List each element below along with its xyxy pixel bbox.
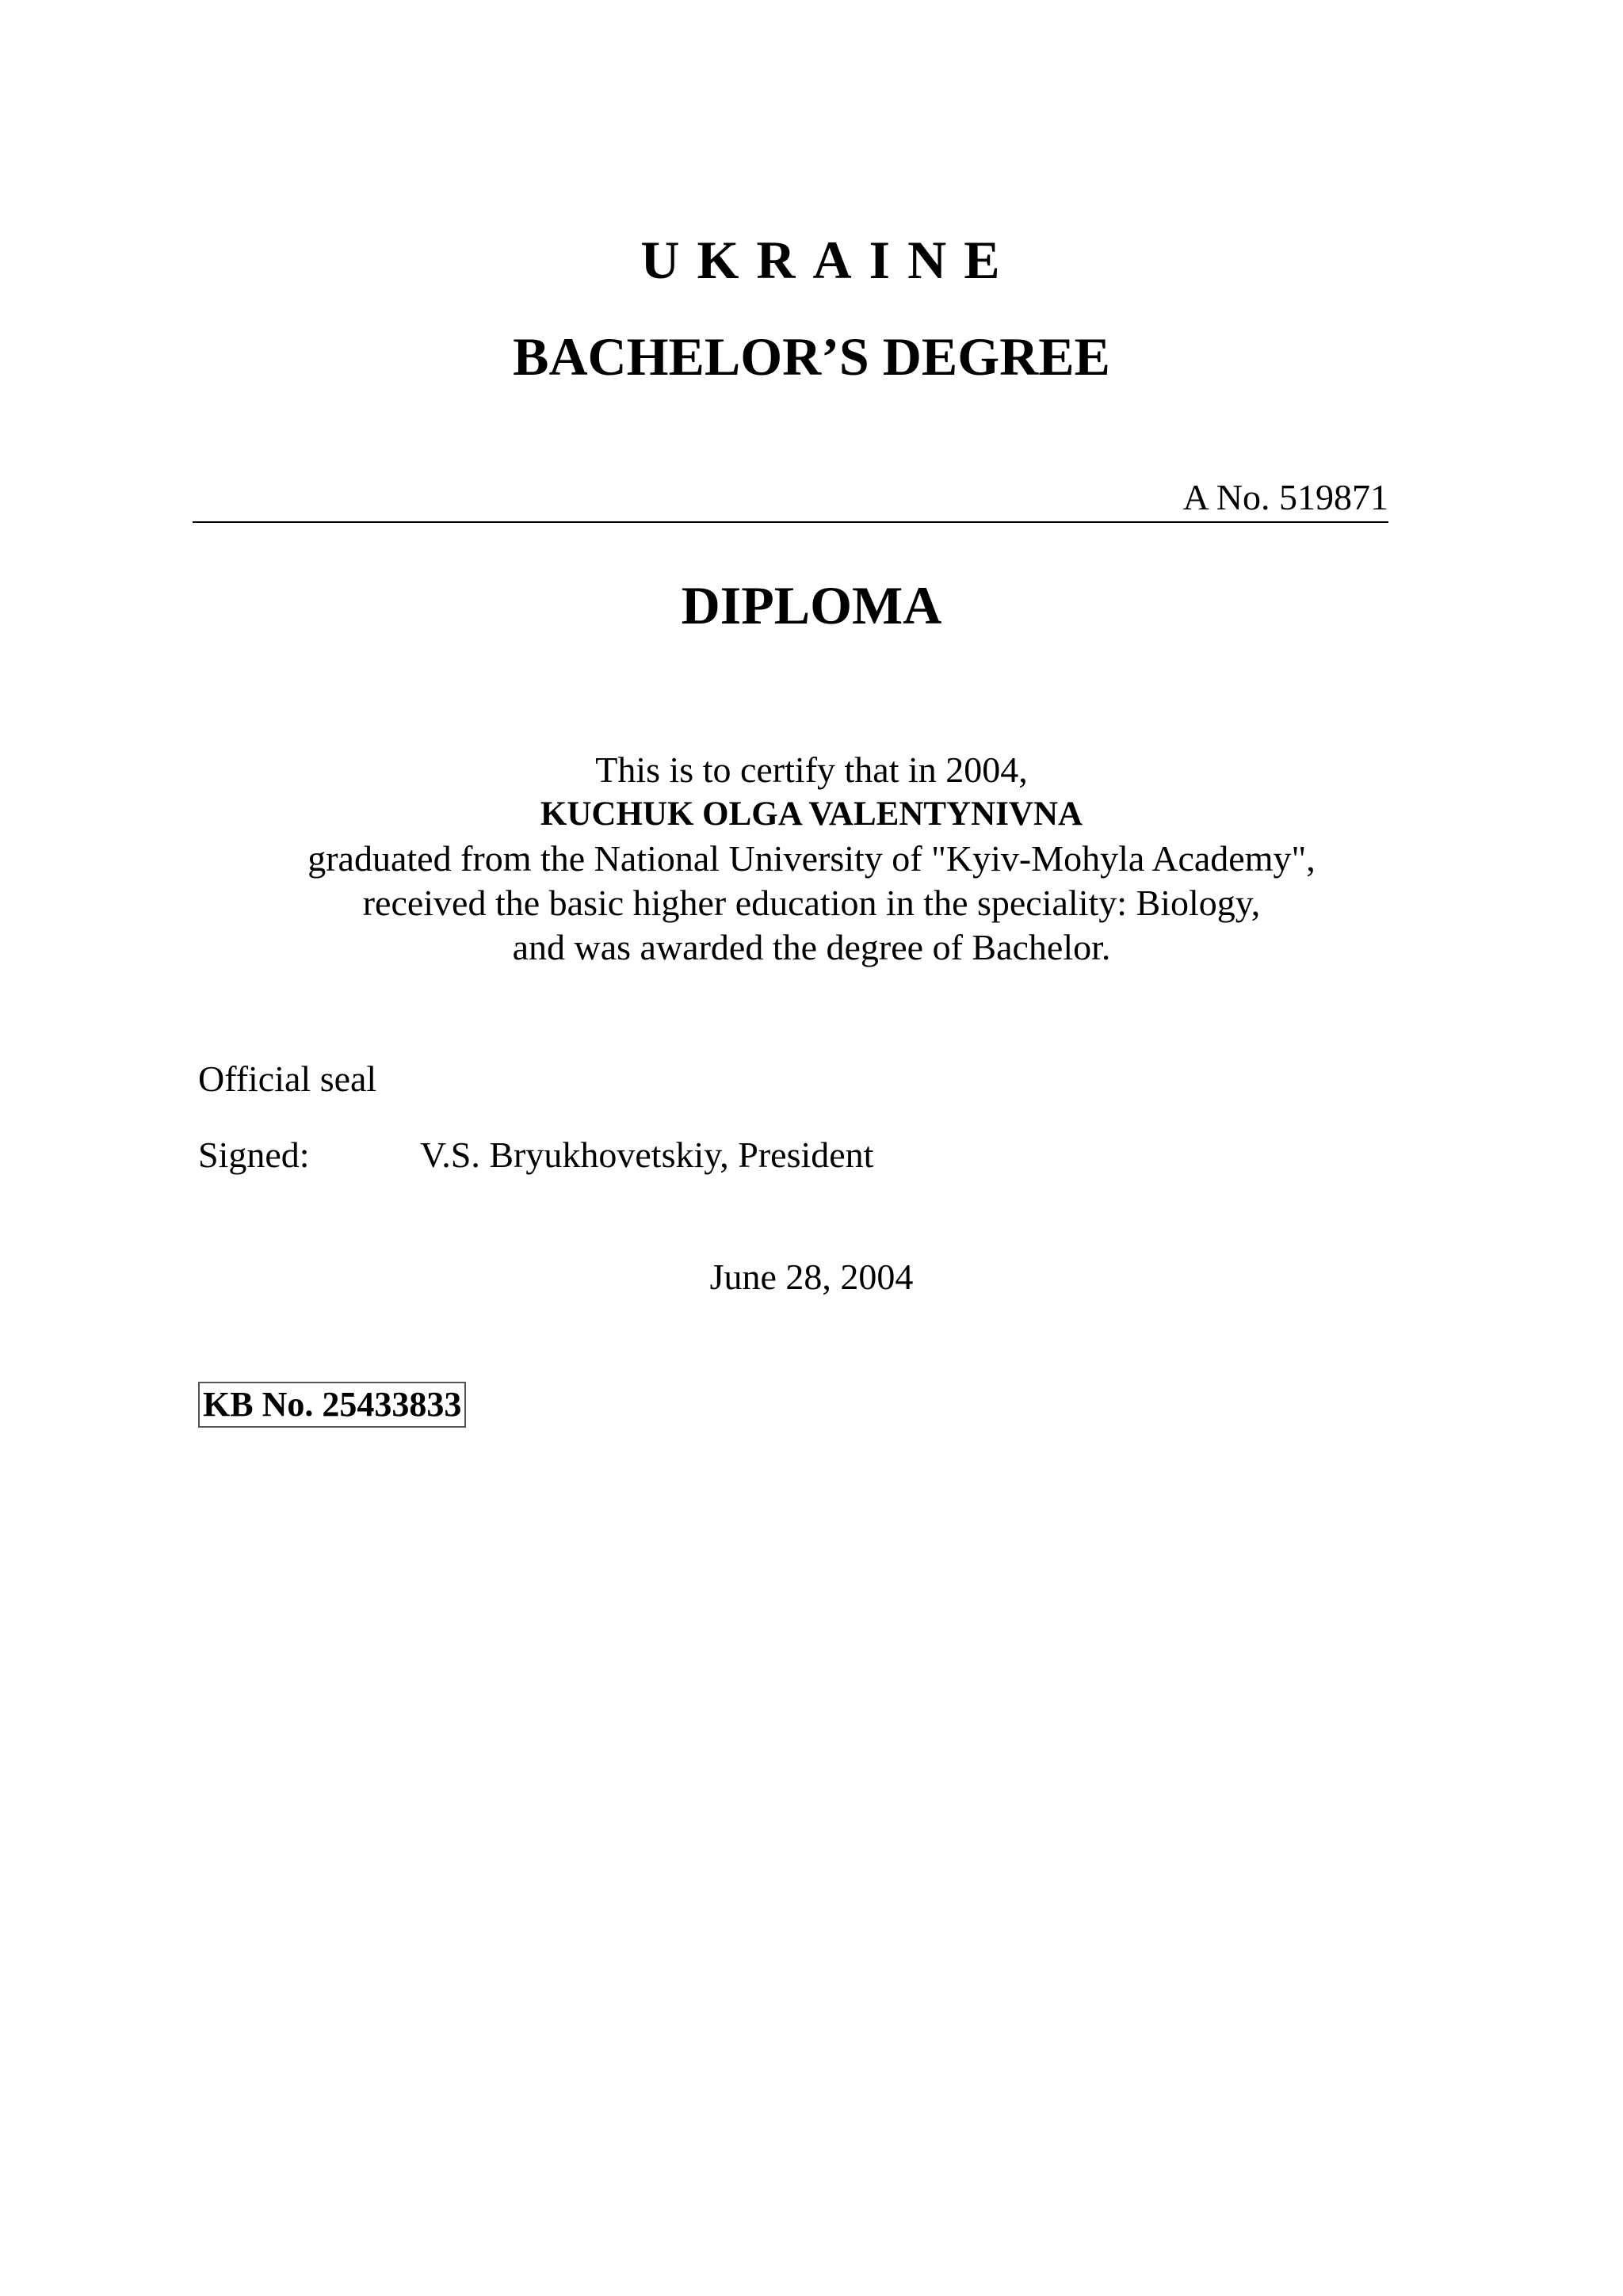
serial-number: A No. 519871: [1182, 477, 1388, 517]
signer-name: V.S. Bryukhovetskiy, President: [420, 1135, 874, 1175]
certify-line: This is to certify that in 2004,: [595, 749, 1028, 790]
document-title: DIPLOMA: [681, 575, 942, 635]
country-heading: UKRAINE: [640, 230, 1018, 290]
holder-name: KUCHUK OLGA VALENTYNIVNA: [540, 795, 1083, 833]
registration-number: KB No. 25433833: [203, 1385, 462, 1424]
official-seal-label: Official seal: [198, 1058, 377, 1099]
graduated-line: graduated from the National University of "Kyiv-Mohyla Academy",: [307, 838, 1316, 879]
degree-heading: BACHELOR’S DEGREE: [513, 326, 1110, 387]
issue-date: June 28, 2004: [709, 1257, 914, 1297]
registration-number-box: [198, 1382, 466, 1428]
awarded-line: and was awarded the degree of Bachelor.: [512, 927, 1111, 967]
signed-label: Signed:: [198, 1135, 310, 1175]
education-line: received the basic higher education in the speciality: Biology,: [362, 883, 1261, 923]
header-divider: [193, 521, 1388, 523]
